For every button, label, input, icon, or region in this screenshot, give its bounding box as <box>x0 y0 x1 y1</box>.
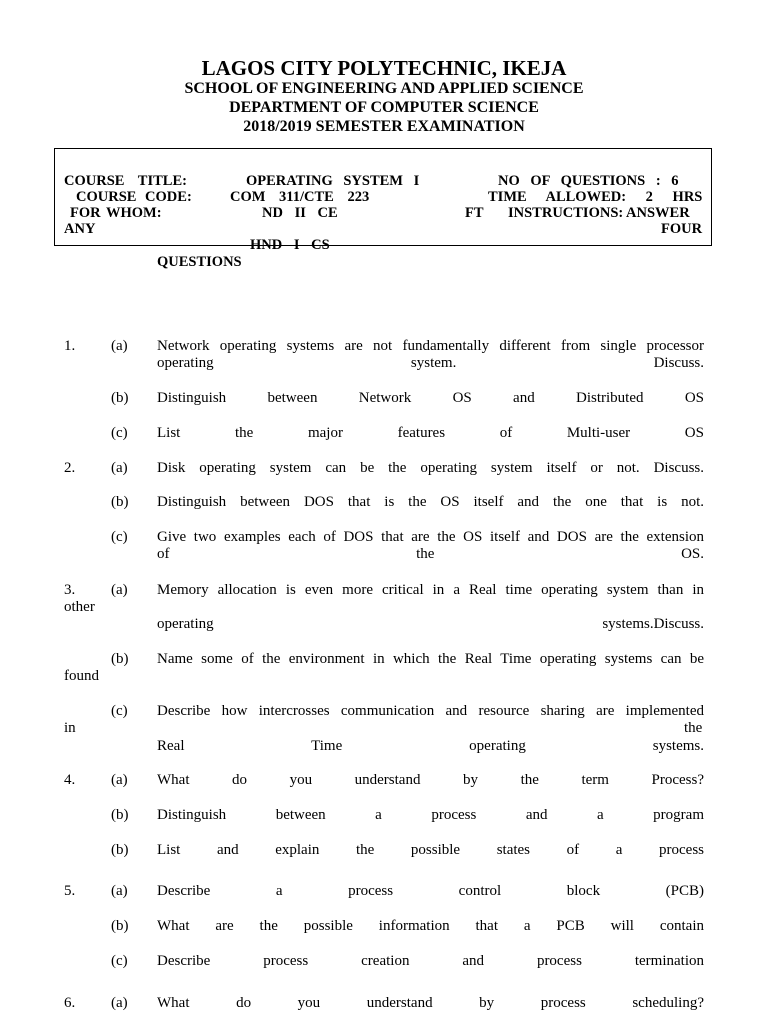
question-text: Real Time operating systems. <box>157 738 704 754</box>
question-number: 1. <box>64 338 76 354</box>
question-text: Give two examples each of DOS that are the OS itself and DOS are the extension <box>157 529 704 545</box>
question-text: Describe process creation and process termination <box>157 953 704 969</box>
question-text: of the OS. <box>157 546 704 562</box>
question-text: in <box>64 720 76 736</box>
question-text: Distinguish between a process and a program <box>157 807 704 823</box>
question-text: What do you understand by process scheduling? <box>157 995 704 1011</box>
sub-label: (c) <box>111 703 128 719</box>
sub-label: (b) <box>111 494 129 510</box>
any-label: ANY <box>64 221 96 237</box>
question-text: found <box>64 668 99 684</box>
for-whom-value-2: HND I CS <box>250 237 330 253</box>
course-title-value: OPERATING SYSTEM I <box>246 173 420 189</box>
sub-label: (c) <box>111 529 128 545</box>
question-number: 2. <box>64 460 76 476</box>
question-text: Describe how intercrosses communication and resource sharing are implemented <box>157 703 704 719</box>
sub-label: (b) <box>111 807 129 823</box>
question-number: 3. <box>64 582 76 598</box>
question-text: Describe a process control block (PCB) <box>157 883 704 899</box>
question-text: Name some of the environment in which the Real Time operating systems can be <box>157 651 704 667</box>
school-title: SCHOOL OF ENGINEERING AND APPLIED SCIENCE <box>184 80 584 97</box>
ft-label: FT <box>465 205 484 221</box>
question-number: 4. <box>64 772 76 788</box>
institution-title: LAGOS CITY POLYTECHNIC, IKEJA <box>201 56 567 80</box>
sub-label: (a) <box>111 582 128 598</box>
question-number: 6. <box>64 995 76 1011</box>
sub-label: (b) <box>111 918 129 934</box>
question-text: What do you understand by the term Process? <box>157 772 704 788</box>
question-text: operating system. Discuss. <box>157 355 704 371</box>
no-of-questions: NO OF QUESTIONS : 6 <box>498 173 679 189</box>
course-code-label: COURSE CODE: <box>76 189 192 205</box>
question-number: 5. <box>64 883 76 899</box>
sub-label: (b) <box>111 842 129 858</box>
four-label: FOUR <box>661 221 703 237</box>
course-title-label: COURSE TITLE: <box>64 173 187 189</box>
time-allowed: TIME ALLOWED: 2 HRS <box>488 189 703 205</box>
course-code-value: COM 311/CTE 223 <box>230 189 370 205</box>
sub-label: (c) <box>111 953 128 969</box>
question-text: Memory allocation is even more critical in a Real time operating system than in <box>157 582 704 598</box>
department-title: DEPARTMENT OF COMPUTER SCIENCE <box>229 99 539 116</box>
question-text: What are the possible information that a PCB will contain <box>157 918 704 934</box>
sub-label: (c) <box>111 425 128 441</box>
question-text: List the major features of Multi-user OS <box>157 425 704 441</box>
question-text: operating systems.Discuss. <box>157 616 704 632</box>
sub-label: (a) <box>111 338 128 354</box>
question-text: the <box>684 720 703 736</box>
exam-title: 2018/2019 SEMESTER EXAMINATION <box>243 118 525 135</box>
question-text: Distinguish between DOS that is the OS itself and the one that is not. <box>157 494 704 510</box>
sub-label: (b) <box>111 390 129 406</box>
sub-label: (a) <box>111 883 128 899</box>
for-whom-label: FOR WHOM: <box>70 205 162 221</box>
questions-label: QUESTIONS <box>157 254 242 270</box>
question-text: Network operating systems are not fundamentally different from single processor <box>157 338 704 354</box>
question-text: List and explain the possible states of a process <box>157 842 704 858</box>
sub-label: (a) <box>111 772 128 788</box>
for-whom-value-1: ND II CE <box>262 205 338 221</box>
question-text: other <box>64 599 95 615</box>
question-text: Distinguish between Network OS and Distributed OS <box>157 390 704 406</box>
sub-label: (a) <box>111 995 128 1011</box>
instructions: INSTRUCTIONS: ANSWER <box>508 205 690 221</box>
sub-label: (a) <box>111 460 128 476</box>
question-text: Disk operating system can be the operating system itself or not. Discuss. <box>157 460 704 476</box>
sub-label: (b) <box>111 651 129 667</box>
